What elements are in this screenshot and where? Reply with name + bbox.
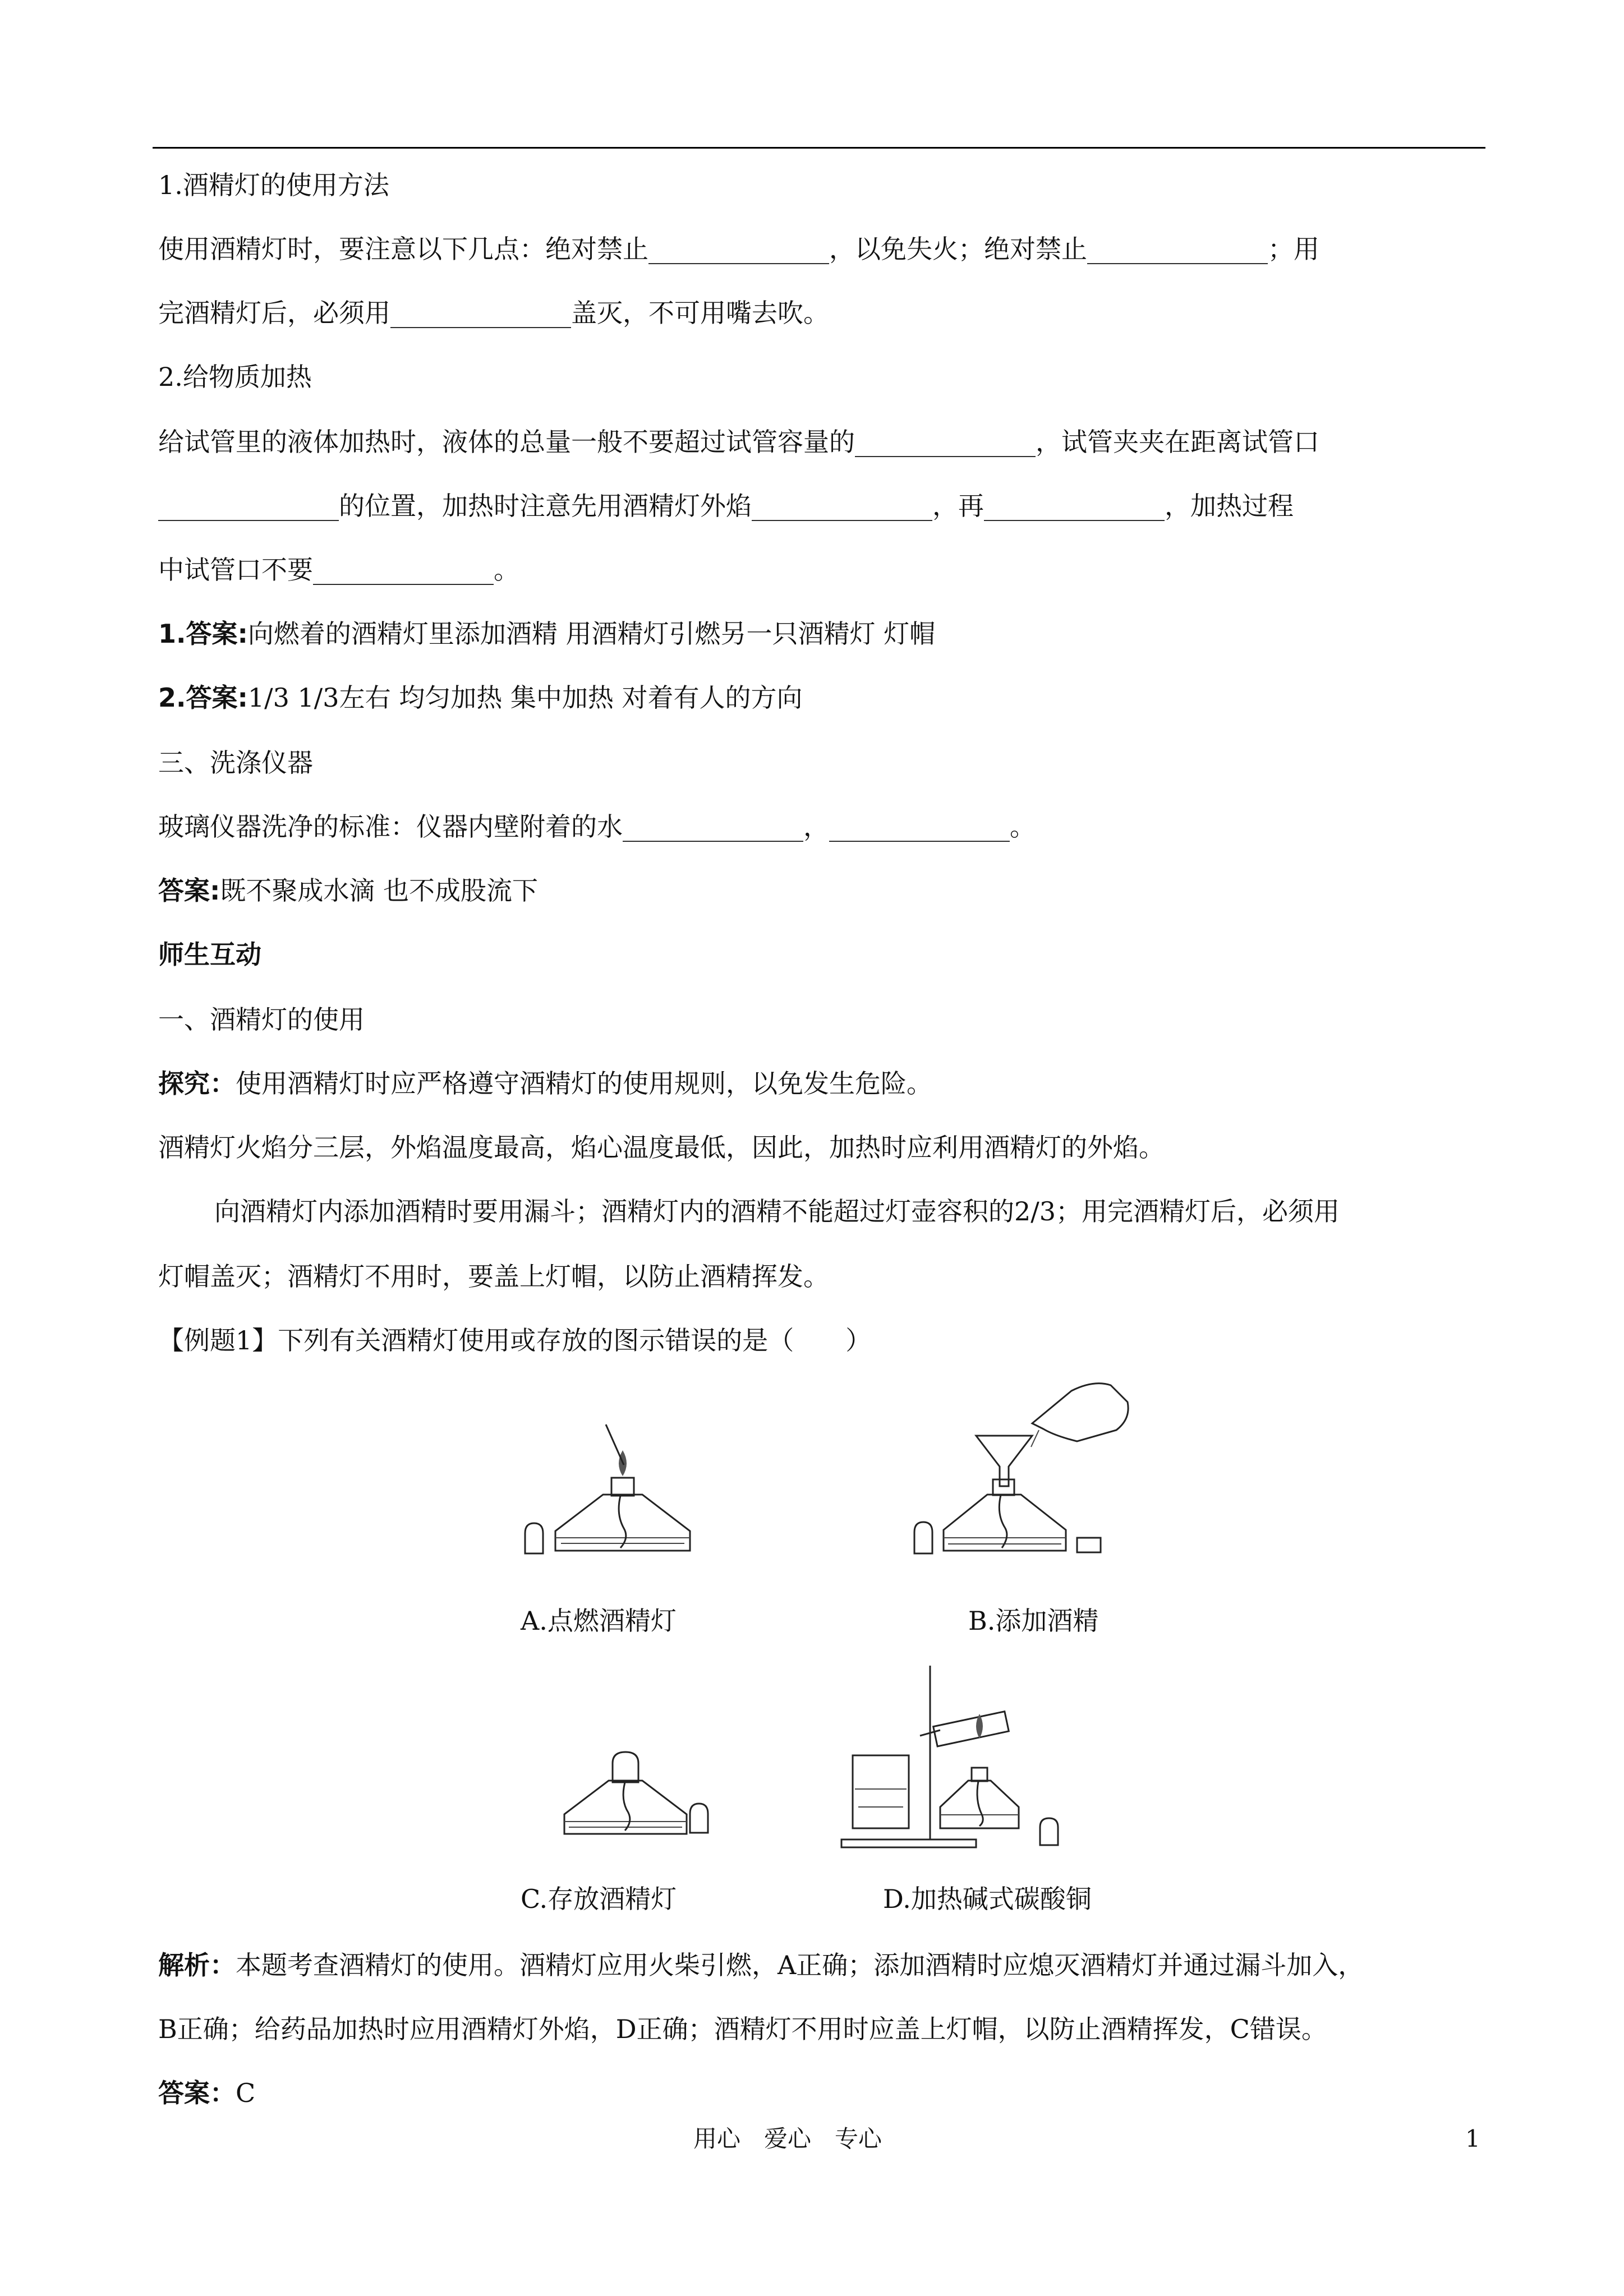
answer-label: 2.答案: bbox=[158, 683, 248, 713]
header-rule bbox=[153, 147, 1485, 149]
fill-blank-text: ______________的位置，加热时注意先用酒精灯外焰______________，再______________，加热过程 bbox=[158, 491, 1294, 521]
answer-value: C bbox=[236, 2078, 256, 2108]
fill-blank-text: 玻璃仪器洗净的标准：仪器内壁附着的水______________，______________。 bbox=[158, 812, 1036, 842]
flame-paragraph: 酒精灯火焰分三层，外焰温度最高，焰心温度最低，因此，加热时应利用酒精灯的外焰。 bbox=[158, 1132, 1165, 1163]
figure-a-lighting-lamp bbox=[522, 1413, 701, 1582]
answer-text: 向燃着的酒精灯里添加酒精 用酒精灯引燃另一只酒精灯 灯帽 bbox=[247, 619, 936, 649]
figure-c-stored-lamp bbox=[555, 1716, 729, 1862]
interaction-title: 师生互动 bbox=[158, 939, 261, 970]
section-heading-washing: 三、洗涤仪器 bbox=[158, 748, 313, 778]
answer-text: 既不聚成水滴 也不成股流下 bbox=[220, 875, 539, 906]
page-number: 1 bbox=[1465, 2125, 1480, 2152]
rules-paragraph: 向酒精灯内添加酒精时要用漏斗；酒精灯内的酒精不能超过灯壶容积的2/3；用完酒精灯后，必须用 bbox=[214, 1196, 1340, 1227]
section-heading-alcohol-lamp-usage: 1.酒精灯的使用方法 bbox=[158, 170, 389, 200]
rules-paragraph: 灯帽盖灭；酒精灯不用时，要盖上灯帽，以防止酒精挥发。 bbox=[158, 1261, 829, 1292]
fill-blank-text: 使用酒精灯时，要注意以下几点：绝对禁止______________，以免失火；绝对禁止______________；用 bbox=[158, 234, 1319, 264]
answer-2 bbox=[158, 681, 802, 714]
answer-label: 答案: bbox=[158, 875, 220, 906]
answer-text: 1/3 1/3左右 均匀加热 集中加热 对着有人的方向 bbox=[247, 683, 803, 713]
explore-text: 使用酒精灯时应严格遵守酒精灯的使用规则，以免发生危险。 bbox=[236, 1068, 932, 1099]
explore-paragraph bbox=[158, 1067, 932, 1100]
caption-a: A.点燃酒精灯 bbox=[521, 1606, 677, 1636]
final-answer bbox=[158, 2076, 255, 2110]
fill-blank-text: 给试管里的液体加热时，液体的总量一般不要超过试管容量的______________，试管夹夹在距离试管口 bbox=[158, 427, 1319, 457]
answer-label: 1.答案: bbox=[158, 619, 248, 649]
caption-b: B.添加酒精 bbox=[968, 1606, 1099, 1636]
analysis-paragraph: B正确；给药品加热时应用酒精灯外焰，D正确；酒精灯不用时应盖上灯帽，以防止酒精挥发，C错误。 bbox=[158, 2014, 1327, 2044]
answer-1 bbox=[158, 617, 935, 651]
answer-label: 答案： bbox=[158, 2078, 236, 2108]
analysis-paragraph bbox=[158, 1948, 1364, 1982]
section-heading-lamp-use: 一、酒精灯的使用 bbox=[158, 1004, 365, 1035]
footer-motto: 用心 爱心 专心 bbox=[693, 2125, 882, 2152]
example-question: 【例题1】下列有关酒精灯使用或存放的图示错误的是（ ） bbox=[158, 1325, 872, 1356]
caption-d: D.加热碱式碳酸铜 bbox=[883, 1884, 1092, 1914]
figure-b-adding-alcohol bbox=[909, 1368, 1144, 1582]
section-heading-heating: 2.给物质加热 bbox=[158, 362, 312, 392]
analysis-label: 解析： bbox=[158, 1950, 236, 1980]
fill-blank-text: 中试管口不要______________。 bbox=[158, 555, 519, 585]
caption-c: C.存放酒精灯 bbox=[521, 1884, 677, 1914]
answer-3 bbox=[158, 874, 538, 907]
fill-blank-text: 完酒精灯后，必须用______________盖灭，不可用嘴去吹。 bbox=[158, 298, 829, 328]
explore-label: 探究： bbox=[158, 1068, 236, 1099]
analysis-text: 本题考查酒精灯的使用。酒精灯应用火柴引燃，A正确；添加酒精时应熄灭酒精灯并通过漏斗加入， bbox=[236, 1950, 1364, 1980]
figure-d-heating-copper-carbonate bbox=[836, 1660, 1083, 1862]
